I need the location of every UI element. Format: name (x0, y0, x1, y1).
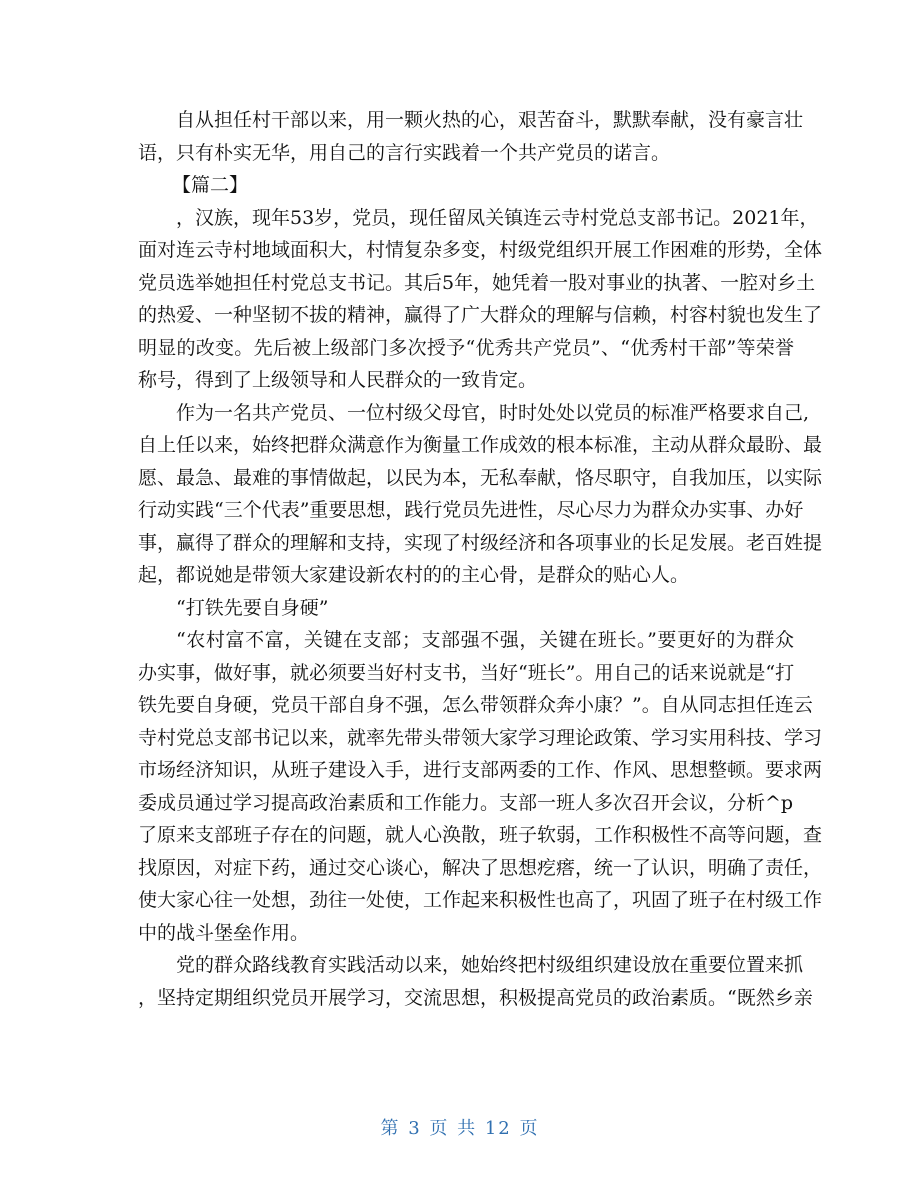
text-line: 寺村党总支部书记以来，就率先带头带领大家学习理论政策、学习实用科技、学习 (138, 726, 823, 749)
text-line: ，汉族，现年53岁，党员，现任留凤关镇连云寺村党总支部书记。2021年， (176, 206, 819, 229)
text-line: 办实事，做好事，就必须要当好村支书，当好“班长”。用自己的话来说就是“打 (138, 661, 795, 684)
text-line: 党的群众路线教育实践活动以来，她始终把村级组织建设放在重要位置来抓 (176, 954, 804, 976)
text-line: “农村富不富，关键在支部；支部强不强，关键在班长。”要更好的为群众 (176, 629, 794, 651)
text-line: 称号，得到了上级领导和人民群众的一致肯定。 (138, 369, 538, 391)
text-line: 明显的改变。先后被上级部门多次授予“优秀共产党员”、“优秀村干部”等荣誉 (138, 336, 794, 359)
text-line: 委成员通过学习提高政治素质和工作能力。支部一班人多次召开会议，分析^p (138, 791, 794, 814)
text-line: 自上任以来，始终把群众满意作为衡量工作成效的根本标准，主动从群众最盼、最 (138, 434, 823, 456)
text-line: 的热爱、一种坚韧不拔的精神，赢得了广大群众的理解与信赖，村容村貌也发生了 (138, 304, 823, 326)
text-line: 铁先要自身硬，党员干部自身不强，怎么带领群众奔小康？”。自从同志担任连云 (138, 694, 813, 716)
page-footer: 第 3 页 共 12 页 (380, 1118, 540, 1139)
text-line: 语，只有朴实无华，用自己的言行实践着一个共产党员的诺言。 (138, 141, 671, 164)
text-line: 起，都说她是带领大家建设新农村的的主心骨，是群众的贴心人。 (138, 564, 690, 586)
text-line: “打铁先要自身硬” (176, 596, 329, 619)
text-line: 事，赢得了群众的理解和支持，实现了村级经济和各项事业的长足发展。老百姓提 (138, 531, 823, 554)
text-line: 党员选举她担任村党总支书记。其后5年，她凭着一股对事业的执著、一腔对乡土 (138, 271, 816, 294)
document-body (138, 104, 823, 1014)
text-line: 了原来支部班子存在的问题，就人心涣散，班子软弱，工作积极性不高等问题，查 (138, 824, 823, 846)
text-line: 面对连云寺村地域面积大，村情复杂多变，村级党组织开展工作困难的形势，全体 (138, 239, 823, 261)
text-lines (138, 104, 823, 1014)
text-line: 【篇二】 (172, 174, 249, 196)
text-line: 自从担任村干部以来，用一颗火热的心，艰苦奋斗，默默奉献，没有豪言壮 (176, 109, 804, 131)
text-line: 愿、最急、最难的事情做起，以民为本，无私奉献，恪尽职守，自我加压，以实际 (138, 466, 823, 489)
text-line: 行动实践“三个代表”重要思想，践行党员先进性，尽心尽力为群众办实事、办好 (138, 499, 804, 521)
text-line: 使大家心往一处想，劲往一处使，工作起来积极性也高了，巩固了班子在村级工作 (138, 889, 823, 911)
text-line: 市场经济知识，从班子建设入手，进行支部两委的工作、作风、思想整顿。要求两 (138, 759, 823, 781)
text-line: 作为一名共产党员、一位村级父母官，时时处处以党员的标准严格要求自己, (176, 401, 810, 424)
text-line: 中的战斗堡垒作用。 (138, 921, 310, 944)
text-line: ，坚持定期组织党员开展学习，交流思想，积极提高党员的政治素质。“既然乡亲 (138, 986, 813, 1009)
text-line: 找原因，对症下药，通过交心谈心，解决了思想疙瘩，统一了认识，明确了责任， (138, 856, 823, 879)
